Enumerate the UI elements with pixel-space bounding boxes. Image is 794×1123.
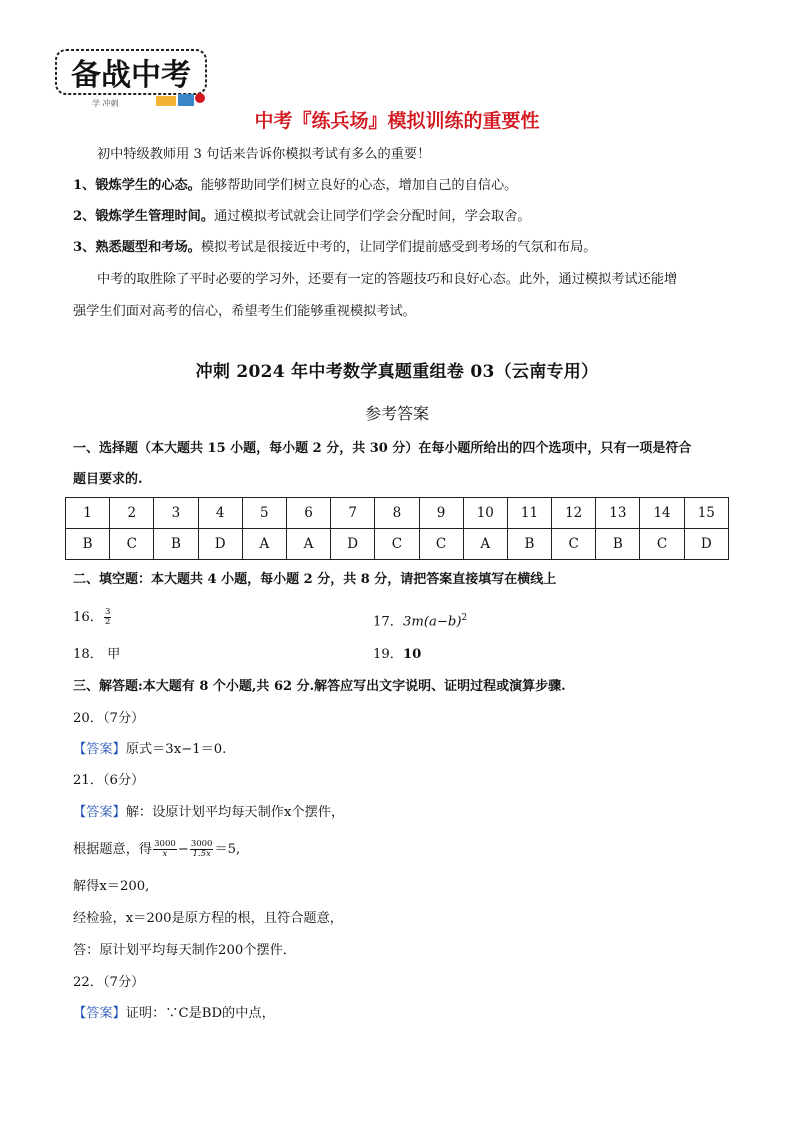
answer-cell: B — [507, 529, 551, 560]
document-title: 冲刺 2024 年中考数学真题重组卷 03（云南专用） — [195, 362, 599, 382]
q19-answer: 19．10 — [373, 647, 422, 662]
question-number: 10 — [463, 498, 507, 529]
question-number: 9 — [419, 498, 463, 529]
answer-cell: C — [419, 529, 463, 560]
answer-tag: 【答案】 — [73, 742, 126, 757]
q22-line1: 【答案】证明：∵C是BD的中点， — [73, 1006, 275, 1021]
answer-cell: A — [242, 529, 286, 560]
answer-tag: 【答案】 — [73, 1006, 126, 1021]
answer-cell: C — [375, 529, 419, 560]
logo-subtext: 学 冲刺 — [92, 99, 119, 108]
answer-table-number-row — [66, 498, 729, 529]
section3-heading: 三、解答题:本大题有 8 个小题,共 62 分.解答应写出文字说明、证明过程或演算步骤. — [73, 679, 566, 694]
q20-answer: 【答案】原式＝3x−1＝0. — [73, 742, 227, 757]
section2-heading: 二、填空题：本大题共 4 小题，每小题 2 分，共 8 分，请把答案直接填写在横线上 — [73, 572, 557, 587]
question-number: 14 — [640, 498, 684, 529]
fraction: $\frac{3}{2}$ — [104, 607, 111, 627]
question-number: 4 — [198, 498, 242, 529]
answer-cell: C — [552, 529, 596, 560]
question-number: 8 — [375, 498, 419, 529]
q21-line2: 根据题意，得 $\frac{3000}{x}$ − $\frac{3000}{1.5x}$ ＝5, — [73, 839, 241, 859]
answer-cell: C — [110, 529, 154, 560]
answer-cell: A — [463, 529, 507, 560]
question-number: 2 — [110, 498, 154, 529]
q21-line3: 解得x＝200, — [73, 879, 150, 894]
promo-closing-line1: 中考的取胜除了平时必要的学习外，还要有一定的答题技巧和良好心态。此外，通过模拟考试还能增 — [97, 272, 678, 287]
answer-cell: C — [640, 529, 684, 560]
question-number: 5 — [242, 498, 286, 529]
answer-cell: D — [331, 529, 375, 560]
fraction: $\frac{3000}{1.5x}$ — [190, 839, 213, 859]
fraction: $\frac{3000}{x}$ — [154, 839, 176, 859]
brand-logo — [52, 44, 210, 114]
answer-cell: D — [198, 529, 242, 560]
answer-cell: B — [154, 529, 198, 560]
promo-intro: 初中特级教师用 3 句话来告诉你模拟考试有多么的重要！ — [97, 147, 431, 162]
answer-cell: A — [286, 529, 330, 560]
question-number: 3 — [154, 498, 198, 529]
promo-closing-line2: 强学生们面对高考的信心，希望考生们能够重视模拟考试。 — [73, 304, 416, 319]
q16-answer: 16． $\frac{3}{2}$ — [73, 607, 111, 627]
question-number: 7 — [331, 498, 375, 529]
q17-answer: 17．$3m(a-b)^2$ — [373, 613, 468, 630]
q21-line5: 答：原计划平均每天制作200个摆件． — [73, 943, 296, 958]
q21-line4: 经检验，x＝200是原方程的根，且符合题意， — [73, 911, 343, 926]
q20-label: 20．（7分） — [73, 711, 145, 726]
answer-cell: B — [596, 529, 640, 560]
q21-label: 21．（6分） — [73, 773, 145, 788]
answer-tag: 【答案】 — [73, 805, 126, 820]
q21-line1: 【答案】解：设原计划平均每天制作x个摆件， — [73, 805, 345, 820]
question-number: 13 — [596, 498, 640, 529]
promo-point-1: 1、锻炼学生的心态。能够帮助同学们树立良好的心态，增加自己的自信心。 — [73, 178, 518, 193]
q18-answer: 18． 甲 — [73, 647, 121, 662]
logo-text: 备战中考 — [71, 58, 191, 93]
answer-cell: B — [66, 529, 110, 560]
answer-table-answer-row — [66, 529, 729, 560]
answer-cell: D — [684, 529, 728, 560]
promo-point-2: 2、锻炼学生管理时间。通过模拟考试就会让同学们学会分配时间，学会取舍。 — [73, 209, 531, 224]
promo-title: 中考『练兵场』模拟训练的重要性 — [254, 110, 540, 132]
promo-point-3: 3、熟悉题型和考场。模拟考试是很接近中考的，让同学们提前感受到考场的气氛和布局。 — [73, 240, 597, 255]
question-number: 11 — [507, 498, 551, 529]
question-number: 15 — [684, 498, 728, 529]
section1-heading-line1: 一、选择题（本大题共 15 小题，每小题 2 分，共 30 分）在每小题所给出的四个选项中，只有一项是符合 — [73, 441, 692, 456]
answer-table — [65, 497, 729, 560]
question-number: 6 — [286, 498, 330, 529]
q22-label: 22．（7分） — [73, 975, 145, 990]
document-subtitle: 参考答案 — [364, 404, 429, 423]
question-number: 12 — [552, 498, 596, 529]
section1-heading-line2: 题目要求的. — [73, 472, 143, 487]
question-number: 1 — [66, 498, 110, 529]
